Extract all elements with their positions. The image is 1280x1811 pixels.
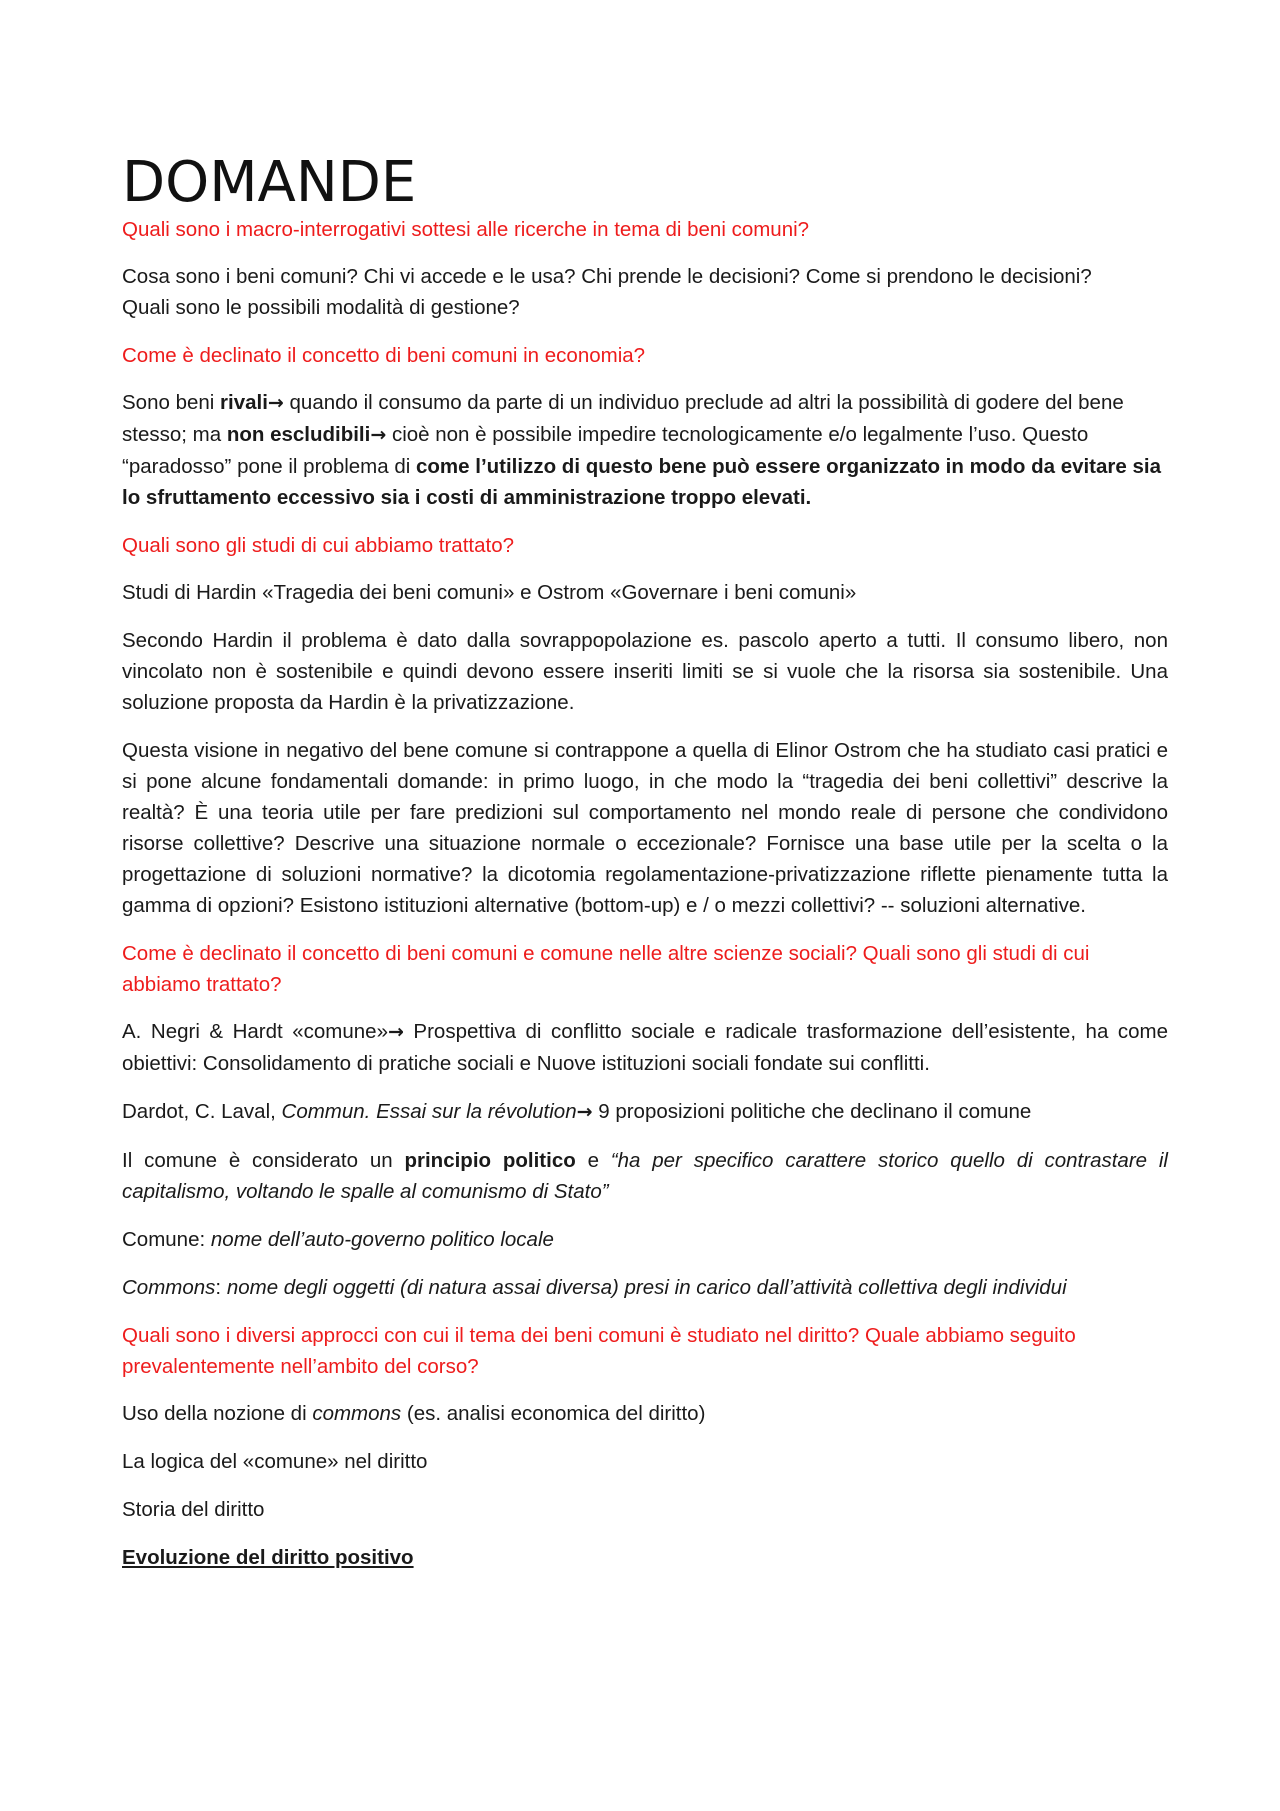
answer-2-emphasis: come l’utilizzo di questo bene può essere organizzato in modo da evitare sia lo sfruttamento eccessivo sia i costi di amministrazione troppo elevati. [122,455,1161,509]
answer-2-text: Sono beni [122,391,221,414]
answer-5-uso-term: commons [312,1402,402,1425]
answer-4-commons-sep: : [215,1276,227,1299]
answer-4-principio-text: Il comune è considerato un [122,1149,405,1172]
answer-2-text: quando il consumo da parte di un individuo preclude ad altri la possibilità di godere del bene stesso; ma [122,391,1124,446]
answer-4-negri-text: Prospettiva di conflitto sociale e radicale trasformazione dell’esistente, ha come obiettivi: Consolidamento di pratiche sociali e Nuove istituzioni sociali fondate sui conflitti. [122,1020,1168,1075]
answer-3-hardin: Secondo Hardin il problema è dato dalla sovrappopolazione es. pascolo aperto a tutti. Il consumo libero, non vincolato non è sostenibile e quindi devono essere inseriti limiti se si vuole che la risorsa sia sostenibile. Una soluzione proposta da Hardin è la privatizzazione. [122,629,1168,714]
answer-1 [122,261,1168,323]
term-non-escludibili: non escludibili [226,423,371,446]
answer-5-logica: La logica del «comune» nel diritto [122,1450,428,1473]
answer-4-commons [122,1272,1168,1303]
answer-4-principio-bold: principio politico [404,1149,576,1172]
document-page [122,150,1168,1590]
answer-4-comune-label: Comune: [122,1228,211,1251]
answer-4-dardot-book: Commun. Essai sur la révolution [281,1100,577,1123]
answer-1-line-1: Cosa sono i beni comuni? Chi vi accede e le usa? Chi prende le decisioni? Come si prendono le decisioni? [122,265,1092,288]
answer-2-text: cioè non è possibile impedire tecnologicamente e/o legalmente l’uso. Questo “paradosso” pone il problema di [122,423,1089,478]
answer-5-storia: Storia del diritto [122,1498,265,1521]
answer-4-commons-def: nome degli oggetti (di natura assai diversa) presi in carico dall’attività collettiva degli individui [226,1276,1067,1299]
answer-4-comune [122,1224,1168,1255]
answer-4-dardot [122,1096,1168,1128]
answer-4-dardot-authors: Dardot, C. Laval, [122,1100,282,1123]
arrow-icon: → [576,1101,593,1123]
answer-5-evoluzione: Evoluzione del diritto positivo [122,1546,414,1569]
answer-5-uso [122,1398,1168,1429]
question-5: Quali sono i diversi approcci con cui il tema dei beni comuni è studiato nel diritto? Quale abbiamo seguito prevalentemente nell’ambito del corso? [122,1324,1076,1378]
question-1: Quali sono i macro-interrogativi sottesi alle ricerche in tema di beni comuni? [122,218,810,241]
answer-5-uso-text: Uso della nozione di [122,1402,313,1425]
answer-4-comune-def: nome dell’auto-governo politico locale [210,1228,554,1251]
answer-3-studies: Studi di Hardin «Tragedia dei beni comuni» e Ostrom «Governare i beni comuni» [122,581,857,604]
document-title: DOMANDE [122,150,417,215]
answer-4-negri-label: A. Negri & Hardt «comune» [122,1020,388,1043]
answer-3-ostrom: Questa visione in negativo del bene comune si contrappone a quella di Elinor Ostrom che ha studiato casi pratici e si pone alcune fondamentali domande: in primo luogo, in che modo la “tragedia dei beni collettivi” descrive la realtà? È una teoria utile per fare predizioni sul comportamento nel mondo reale di persone che condividono risorse collettive? Descrive una situazione normale o eccezionale? Fornisce una base utile per la scelta o la progettazione di soluzioni normative? la dicotomia regolamentazione-privatizzazione riflette pienamente tutta la gamma di opzioni? Esistono istituzioni alternative (bottom-up) e / o mezzi collettivi? -- soluzioni alternative. [122,739,1168,917]
term-rivali: rivali [220,391,268,414]
answer-4-dardot-text: 9 proposizioni politiche che declinano il comune [592,1100,1032,1123]
question-2: Come è declinato il concetto di beni comuni in economia? [122,344,646,367]
answer-4-principio-text: e [575,1149,611,1172]
answer-5-uso-text: (es. analisi economica del diritto) [401,1402,706,1425]
question-3: Quali sono gli studi di cui abbiamo trattato? [122,534,515,557]
answer-4-commons-label: Commons [122,1276,216,1299]
answer-4-principio-quote: “ha per specifico carattere storico quello di contrastare il capitalismo, voltando le spalle al comunismo di Stato” [122,1149,1168,1203]
question-4: Come è declinato il concetto di beni comuni e comune nelle altre scienze sociali? Quali sono gli studi di cui abbiamo trattato? [122,942,1090,996]
arrow-icon: → [370,424,387,446]
answer-4-principio [122,1145,1168,1207]
answer-4-negri [122,1016,1168,1079]
arrow-icon: → [387,1021,404,1043]
answer-1-line-2: Quali sono le possibili modalità di gestione? [122,296,520,319]
answer-2 [122,387,1168,513]
arrow-icon: → [267,392,284,414]
